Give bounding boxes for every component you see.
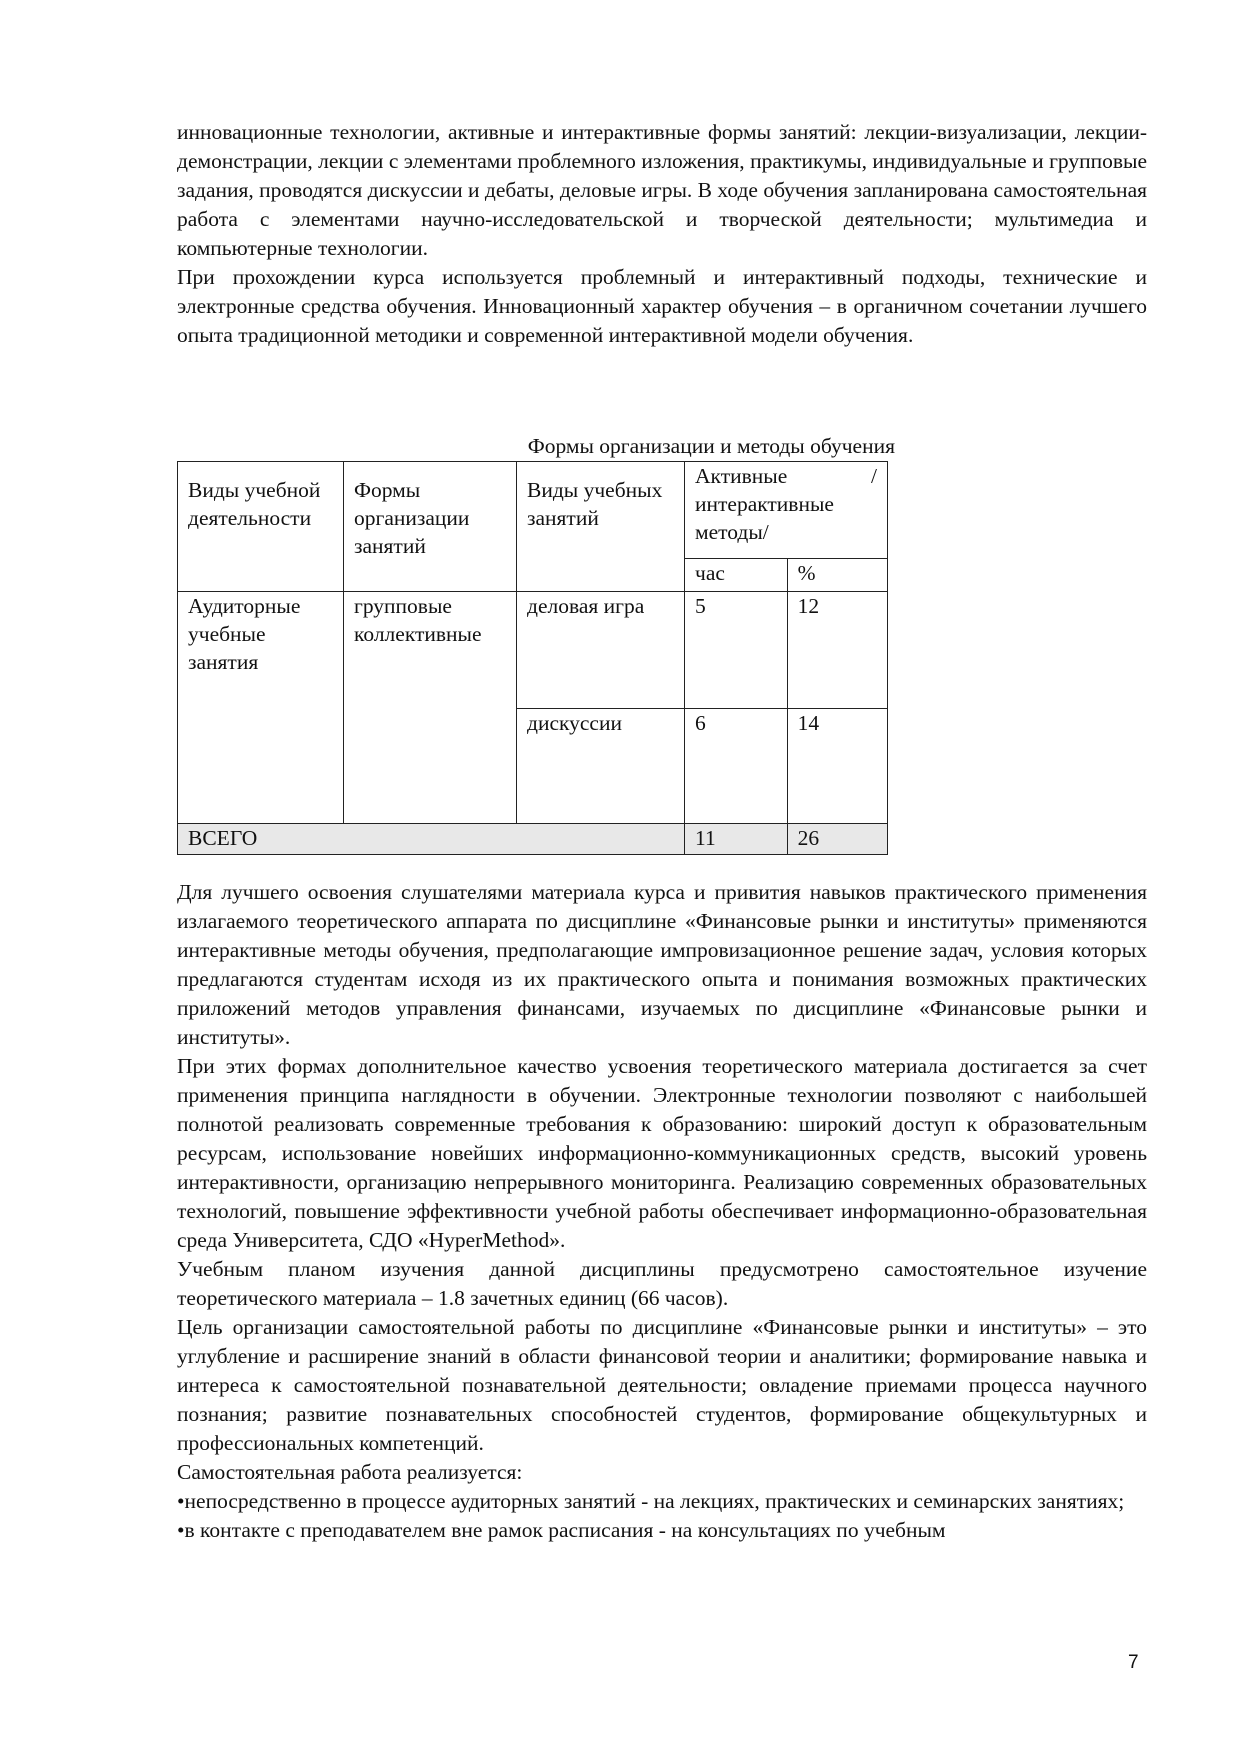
total-row (178, 824, 888, 855)
intro-paragraph-2: При прохождении курса используется проблемный и интерактивный подходы, технические и электронные средства обучения. Инновационный характер обучения – в органичном сочетании лучшего опыта традиционной методики и современной интерактивной модели обучения. (177, 265, 1147, 347)
cell-percent: 12 (787, 592, 887, 709)
body-paragraph-2: При этих формах дополнительное качество усвоения теоретического материала достигается за счет применения принципа наглядности в обучении. Электронные технологии позволяют с наибольшей полнотой реализовать современные требования к образованию: широкий доступ к образовательным ресурсам, использование новейших информационно-коммуникационных средств, высокий уровень интерактивности, организацию непрерывного мониторинга. Реализацию современных образовательных технологий, повышение эффективности учебной работы обеспечивает информационно-образовательная среда Университета, СДО «HyperMethod». (177, 1054, 1147, 1252)
cell-group-form: групповые коллективные (344, 592, 517, 824)
total-hours: 11 (685, 824, 788, 855)
body-text (177, 878, 1147, 1545)
header-percent: % (787, 558, 887, 591)
cell-type: деловая игра (517, 592, 685, 709)
bullet-item-2: •в контакте с преподавателем вне рамок расписания - на консультациях по учебным (177, 1518, 946, 1542)
cell-percent: 14 (787, 709, 887, 824)
total-label: ВСЕГО (178, 824, 685, 855)
header-activity: Виды учебной деятельности (178, 462, 344, 592)
body-paragraph-4: Цель организации самостоятельной работы по дисциплине «Финансовые рынки и институты» – это углубление и расширение знаний в области финансовой теории и аналитики; формирование навыка и интереса к самостоятельной познавательной деятельности; овладение приемами процесса научного познания; развитие познавательных способностей студентов, формирование общекультурных и профессиональных компетенций. (177, 1315, 1147, 1455)
header-active-methods (685, 462, 888, 559)
cell-hours: 5 (685, 592, 788, 709)
header-forms: Формы организации занятий (344, 462, 517, 592)
table-caption: Формы организации и методы обучения (527, 434, 895, 458)
body-paragraph-3: Учебным планом изучения данной дисциплины предусмотрено самостоятельное изучение теоретического материала – 1.8 зачетных единиц (66 часов). (177, 1257, 1147, 1310)
header-slash: / (871, 464, 877, 488)
intro-text (177, 118, 1147, 350)
cell-group-activity: Аудиторные учебные занятия (178, 592, 344, 824)
header-hours: час (685, 558, 788, 591)
header-active-label: Активные (695, 464, 788, 488)
methods-table (177, 461, 888, 855)
body-paragraph-5: Самостоятельная работа реализуется: (177, 1460, 523, 1484)
header-interactive-label: интерактивные методы/ (695, 492, 834, 544)
table-row (178, 592, 888, 709)
intro-paragraph-1: инновационные технологии, активные и интерактивные формы занятий: лекции-визуализации, лекции-демонстрации, лекции с элементами проблемного изложения, практикумы, индивидуальные и групповые задания, проводятся дискуссии и дебаты, деловые игры. В ходе обучения запланирована самостоятельная работа с элементами научно-исследовательской и творческой деятельности; мультимедиа и компьютерные технологии. (177, 120, 1147, 260)
cell-type: дискуссии (517, 709, 685, 824)
body-paragraph-1: Для лучшего освоения слушателями материала курса и привития навыков практического применения излагаемого теоретического аппарата по дисциплине «Финансовые рынки и институты» применяются интерактивные методы обучения, предполагающие импровизационное решение задач, условия которых предлагаются студентам исходя из их практического опыта и понимания возможных практических приложений методов управления финансами, изучаемых по дисциплине «Финансовые рынки и институты». (177, 880, 1147, 1049)
cell-hours: 6 (685, 709, 788, 824)
page-number: 7 (1128, 1652, 1139, 1673)
bullet-item-1: •непосредственно в процессе аудиторных занятий - на лекциях, практических и семинарских занятиях; (177, 1489, 1125, 1513)
header-class-types: Виды учебных занятий (517, 462, 685, 592)
total-percent: 26 (787, 824, 887, 855)
